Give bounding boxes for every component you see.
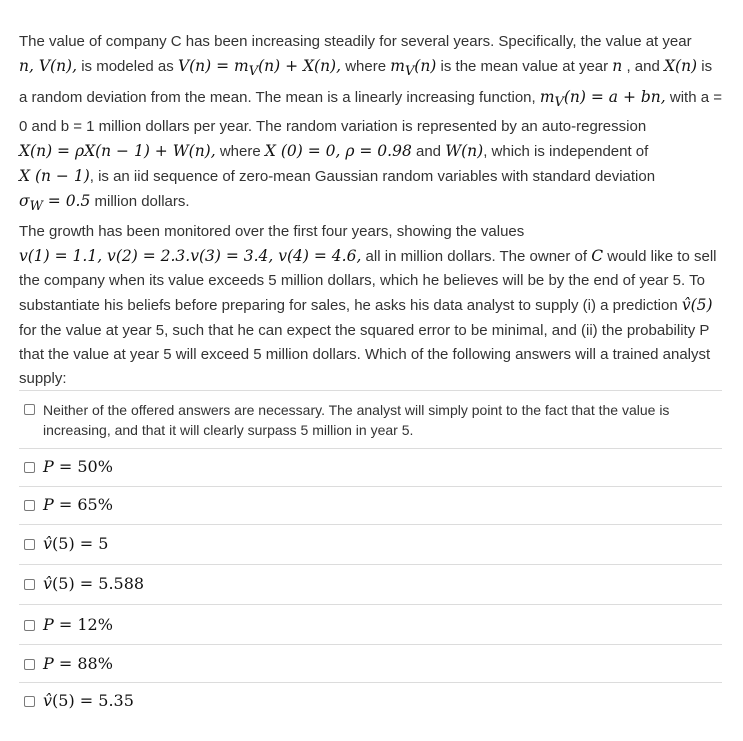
text: for the value at year 5, such that he can expect the squared error to be minimal, and (ii) the probability P that the value at year 5 will exceed 5 million dollars. Which of the following answers will a trained analyst supply: (19, 321, 711, 387)
answer-label (43, 457, 113, 477)
text: is a random deviation from the mean. The mean is a linearly increasing function, (19, 58, 713, 106)
checkbox[interactable] (24, 404, 35, 415)
text: , and (622, 58, 664, 76)
math-var: v̂ (43, 534, 53, 553)
answer-label (43, 615, 113, 635)
text: The value of company C has been increasing steadily for several years. Specifically, the value at year (19, 33, 692, 50)
text: with a = 0 and b = 1 million dollars per year. The random variation is represented by an auto-regression (19, 88, 722, 135)
math-var: P (43, 457, 54, 476)
checkbox[interactable] (24, 696, 35, 707)
math-var: v̂ (43, 691, 53, 710)
math-part: (n) (414, 57, 437, 76)
answer-label (43, 691, 134, 711)
math-part: V(n) = m (177, 57, 249, 76)
math (539, 87, 666, 110)
answer-option-v5-535[interactable] (19, 683, 722, 723)
math-var: P (43, 654, 54, 673)
math (390, 57, 437, 80)
answer-option-v5-5[interactable] (19, 525, 722, 565)
math-part: (n) = a + bn, (563, 87, 666, 106)
checkbox[interactable] (24, 500, 35, 511)
math: C (591, 246, 604, 265)
answer-option-neither[interactable] (19, 391, 722, 449)
math: v(1) = 1.1, v(2) = 2.3.v(3) = 3.4, v(4) = 4.6, (19, 246, 362, 265)
math-rest: (5) = 5 (52, 534, 109, 553)
answer-option-v5-5588[interactable] (19, 565, 722, 605)
text: and (411, 143, 446, 160)
checkbox[interactable] (24, 659, 35, 670)
answer-label: Neither of the offered answers are necessary. The analyst will simply point to the fact that the value is increasing, and that it will clearly surpass 5 million in year 5. (43, 402, 670, 438)
answer-label (43, 495, 113, 515)
math-rest: = 12% (53, 615, 113, 634)
question-text (19, 0, 723, 391)
math-part: m (390, 57, 405, 76)
checkbox[interactable] (24, 539, 35, 550)
math-rest: = 65% (53, 495, 113, 514)
math-rest: = 88% (53, 654, 113, 673)
answer-option-p-12[interactable] (19, 605, 722, 645)
math-sub: V (248, 64, 259, 80)
math: X(n) = ρX(n − 1) + W(n), (19, 142, 216, 160)
math-sub: W (29, 199, 43, 215)
math-rest: = 50% (53, 457, 113, 476)
math-var: P (43, 495, 54, 514)
text: would like to sell the company when its value exceeds 5 million dollars, which he believes will be by the end of year 5. To substantiate his beliefs before preparing for sales, he asks his data analyst to supply (i) a prediction (19, 247, 717, 315)
math: W(n) (445, 142, 484, 160)
text: is the mean value at year (436, 58, 613, 76)
math-sub: V (554, 94, 564, 110)
text: where (341, 58, 391, 76)
text: where (215, 143, 265, 160)
math: X(n) (663, 57, 698, 76)
question-paragraph-2 (19, 220, 723, 391)
checkbox[interactable] (24, 462, 35, 473)
text: is modeled as (77, 58, 178, 76)
answer-label (43, 534, 108, 554)
text: all in million dollars. The owner of (361, 247, 592, 265)
text: The growth has been monitored over the first four years, showing the values (19, 222, 525, 240)
question-paragraph-1 (19, 30, 723, 220)
text: , is an iid sequence of zero-mean Gaussian random variables with standard deviation (89, 168, 656, 186)
math: v̂(5) (681, 296, 713, 315)
text: million dollars. (90, 193, 190, 211)
math (19, 192, 91, 215)
math: n (612, 57, 623, 76)
text: , which is independent of (483, 143, 649, 160)
math: n, V(n), (19, 57, 78, 76)
math: X (n − 1) (19, 167, 90, 186)
checkbox[interactable] (24, 579, 35, 590)
math-var: v̂ (43, 574, 53, 593)
math-rest: (5) = 5.35 (52, 691, 134, 710)
math-part: m (539, 87, 555, 106)
math-var: P (43, 615, 54, 634)
answer-label (43, 574, 144, 594)
math-part: σ (19, 192, 30, 211)
math-sub: V (404, 64, 415, 80)
checkbox[interactable] (24, 620, 35, 631)
math-rest: (5) = 5.588 (52, 574, 145, 593)
answer-option-p-50[interactable] (19, 449, 722, 487)
answer-option-p-88[interactable] (19, 645, 722, 683)
math (177, 57, 342, 80)
answer-options (19, 391, 722, 723)
math-part: = 0.5 (42, 192, 91, 211)
math-part: (n) + X(n), (258, 57, 342, 76)
math: X (0) = 0, ρ = 0.98 (264, 142, 412, 160)
answer-option-p-65[interactable] (19, 487, 722, 525)
answer-label (43, 654, 113, 674)
